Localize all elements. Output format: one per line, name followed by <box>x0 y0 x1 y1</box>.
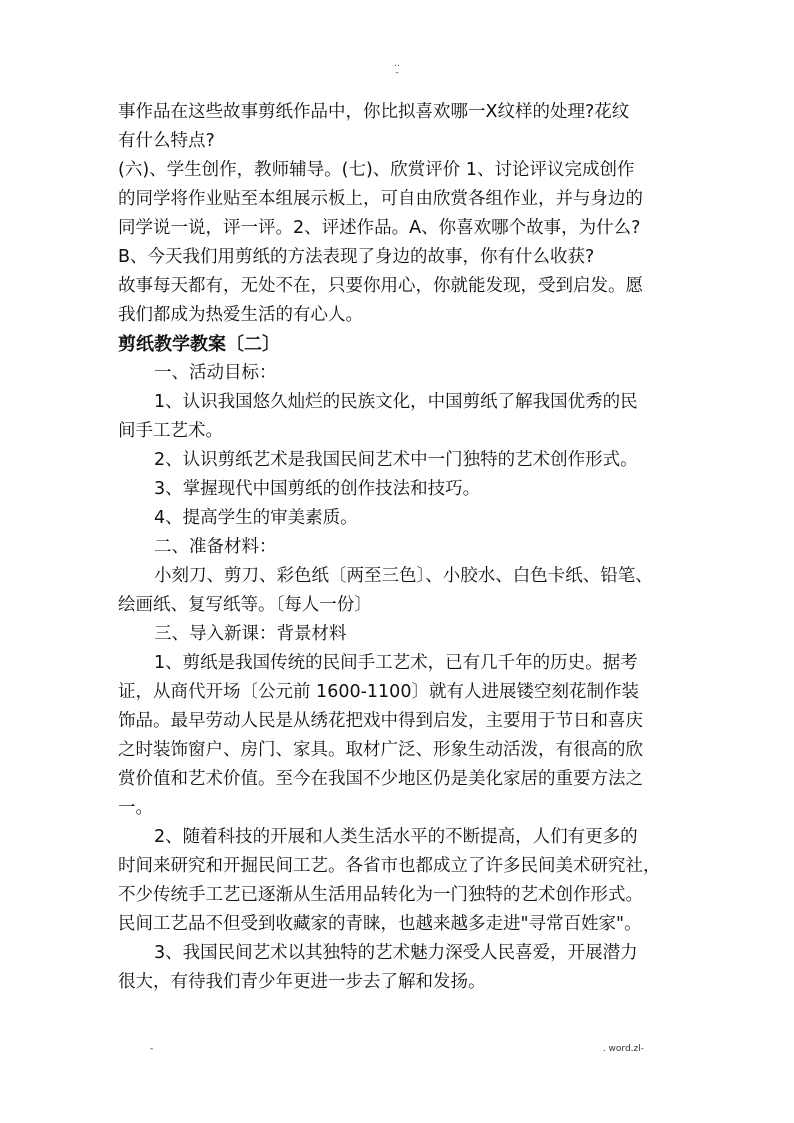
text-line: 一。 <box>118 798 153 818</box>
text-line: 饰品。最早劳动人民是从绣花把戏中得到启发，主要用于节日和喜庆 <box>118 711 643 731</box>
text-line: 4、提高学生的审美素质。 <box>154 508 358 528</box>
text-line: 民间工艺品不但受到收藏家的青睐，也越来越多走进"寻常百姓家"。 <box>118 914 642 934</box>
paragraph <box>118 620 678 649</box>
paragraph <box>118 446 678 475</box>
text-line: 小刻刀、剪刀、彩色纸〔两至三色〕、小胶水、白色卡纸、铅笔、 <box>154 566 653 586</box>
paragraph <box>118 359 678 388</box>
text-line: 1、剪纸是我国传统的民间手工艺术，已有几千年的历史。据考 <box>154 653 638 673</box>
text-line: 一、活动目标： <box>154 363 277 383</box>
document-body <box>118 98 678 997</box>
paragraph <box>118 156 678 272</box>
paragraph <box>118 649 678 823</box>
text-line: 时间来研究和开掘民间工艺。各省市也都成立了许多民间美术研究社， <box>118 856 661 876</box>
footer-left-mark: - <box>150 1044 154 1054</box>
text-line: 二、准备材料： <box>154 537 277 557</box>
text-line: 有什么特点? <box>118 131 215 151</box>
text-line: 证，从商代开场〔公元前 1600-1100〕就有人进展镂空刻花制作装 <box>118 682 639 702</box>
text-line: B、今天我们用剪纸的方法表现了身边的故事，你有什么收获? <box>118 247 595 267</box>
header-mark-bottom: - <box>395 68 399 78</box>
text-line: 之时装饰窗户、房门、家具。取材广泛、形象生动活泼，有很高的欣 <box>118 740 643 760</box>
text-line: 故事每天都有，无处不在，只要你用心，你就能发现，受到启发。愿 <box>118 276 643 296</box>
text-line: 很大，有待我们青少年更进一步去了解和发扬。 <box>118 972 486 992</box>
text-line: 不少传统手工艺已逐渐从生活用品转化为一门独特的艺术创作形式。 <box>118 885 643 905</box>
paragraph <box>118 823 678 939</box>
text-line: 2、随着科技的开展和人类生活水平的不断提高，人们有更多的 <box>154 827 638 847</box>
paragraph <box>118 533 678 562</box>
text-line: 1、认识我国悠久灿烂的民族文化，中国剪纸了解我国优秀的民 <box>154 392 638 412</box>
header-mark-top: .. <box>394 59 400 69</box>
paragraph <box>118 388 678 446</box>
paragraph <box>118 98 678 156</box>
text-line: 3、我国民间艺术以其独特的艺术魅力深受人民喜爱，开展潜力 <box>154 943 638 963</box>
paragraph <box>118 939 678 997</box>
text-line: 的同学将作业贴至本组展示板上，可自由欣赏各组作业，并与身边的 <box>118 189 643 209</box>
text-line: 三、导入新课：背景材料 <box>154 624 347 644</box>
heading-line: 剪纸教学教案〔二〕 <box>118 334 280 355</box>
text-line: 我们都成为热爱生活的有心人。 <box>118 305 363 325</box>
footer-source-label: . word.zl- <box>602 1044 644 1054</box>
paragraph <box>118 562 678 620</box>
page-header <box>0 60 794 78</box>
text-line: 3、掌握现代中国剪纸的创作技法和技巧。 <box>154 479 481 499</box>
paragraph <box>118 504 678 533</box>
text-line: 间手工艺术。 <box>118 421 223 441</box>
text-line: (六)、学生创作，教师辅导。(七)、欣赏评价 1、讨论评议完成创作 <box>118 160 635 180</box>
text-line: 绘画纸、复写纸等。〔每人一份〕 <box>118 595 372 615</box>
text-line: 同学说一说，评一评。2、评述作品。A、你喜欢哪个故事，为什么? <box>118 218 641 238</box>
paragraph <box>118 272 678 330</box>
text-line: 赏价值和艺术价值。至今在我国不少地区仍是美化家居的重要方法之 <box>118 769 643 789</box>
text-line: 事作品在这些故事剪纸作品中，你比拟喜欢哪一X纹样的处理?花纹 <box>118 102 630 122</box>
paragraph <box>118 475 678 504</box>
section-heading <box>118 330 678 359</box>
text-line: 2、认识剪纸艺术是我国民间艺术中一门独特的艺术创作形式。 <box>154 450 638 470</box>
